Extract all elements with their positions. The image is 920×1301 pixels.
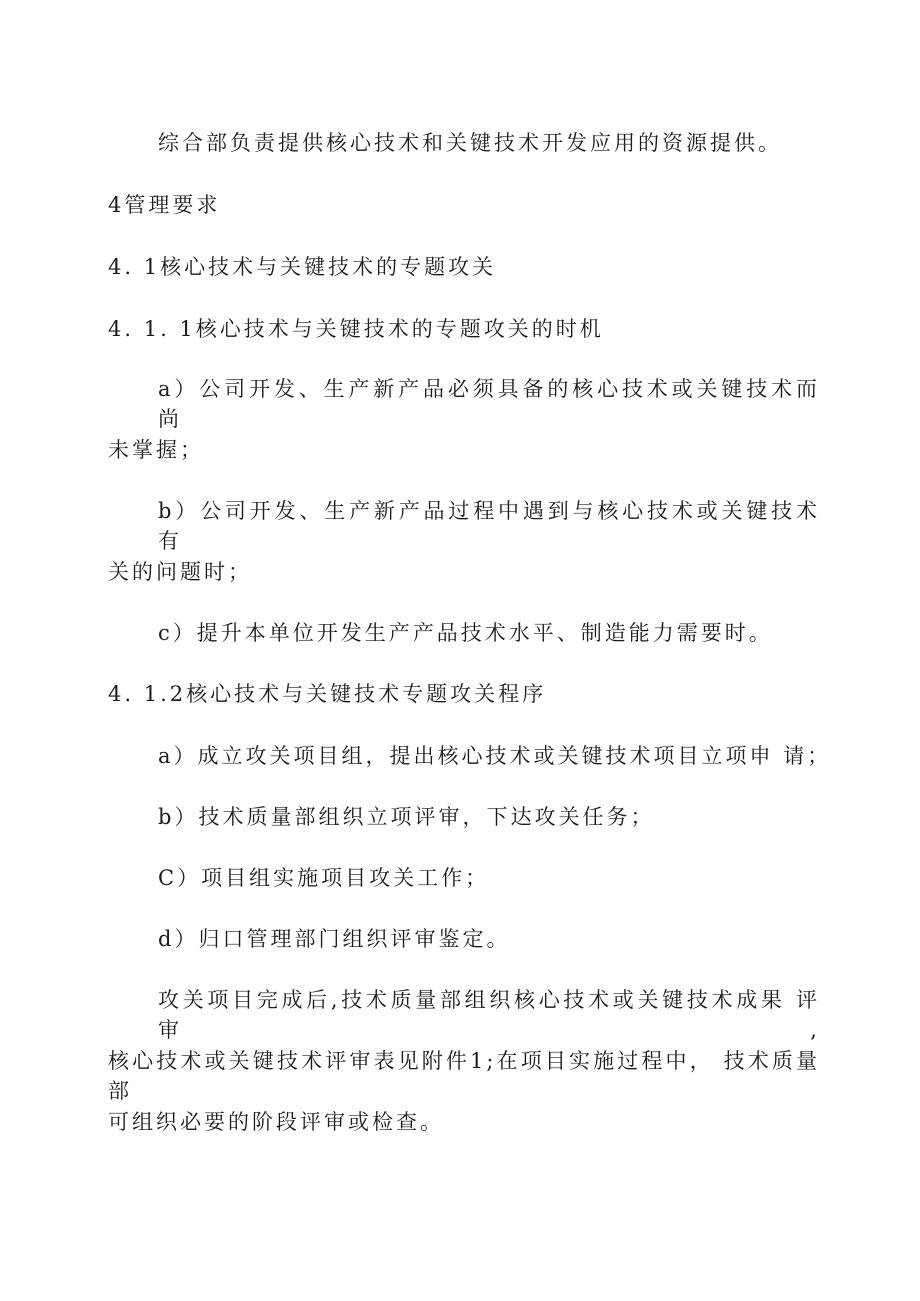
list-item-c-timing: c）提升本单位开发生产产品技术水平、制造能力需要时。 [158, 621, 773, 645]
heading-4-1-2-procedure: 4. 1.2核心技术与关键技术专题攻关程序 [108, 682, 547, 706]
list-item-b-procedure: b）技术质量部组织立项评审，下达攻关任务； [158, 805, 655, 829]
heading-4-1-special-tackling: 4. 1核心技术与关键技术的专题攻关 [108, 255, 497, 279]
heading-4-management-requirements: 4管理要求 [108, 193, 221, 217]
list-item-b-timing-line2: 关的问题时； [108, 560, 252, 584]
list-item-a-timing-line1: a）公司开发、生产新产品必须具备的核心技术或关键技术而 尚 [158, 377, 820, 431]
list-item-a-procedure: a）成立攻关项目组，提出核心技术或关键技术项目立项申 请； [158, 744, 832, 768]
paragraph-review-line3: 可组织必要的阶段评审或检查。 [108, 1110, 444, 1134]
heading-4-1-1-timing: 4. 1. 1核心技术与关键技术的专题攻关的时机 [108, 317, 604, 341]
list-item-b-timing-line1: b）公司开发、生产新产品过程中遇到与核心技术或关键技术 有 [158, 499, 820, 553]
list-item-a-timing-line2: 未掌握； [108, 438, 204, 462]
list-item-c-procedure: C）项目组实施项目攻关工作； [158, 866, 490, 890]
paragraph-resource-provision: 综合部负责提供核心技术和关键技术开发应用的资源提供。 [158, 131, 782, 155]
paragraph-review-line1: 攻关项目完成后,技术质量部组织核心技术或关键技术成果 评审, [158, 988, 820, 1042]
list-item-d-procedure: d）归口管理部门组织评审鉴定。 [158, 927, 511, 951]
paragraph-review-line2: 核心技术或关键技术评审表见附件1;在项目实施过程中， 技术质量部 [108, 1049, 820, 1103]
